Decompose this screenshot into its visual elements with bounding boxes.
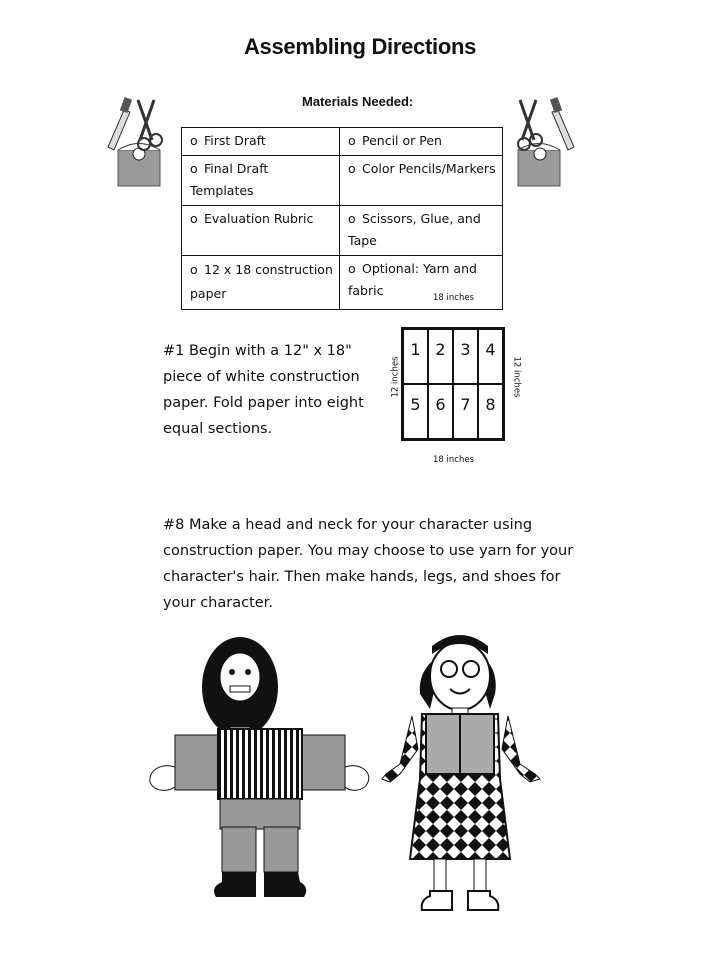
material-item: First Draft [204,133,266,148]
bullet: o [348,133,356,148]
fold-section: 7 [453,384,478,439]
material-item: Scissors, Glue, and Tape [348,211,481,248]
fold-section: 5 [403,384,428,439]
material-item: Color Pencils/Markers [362,161,496,176]
table-row [182,206,503,256]
material-item: Optional: Yarn and fabric [348,261,477,298]
bullet: o [190,161,198,176]
fold-section: 2 [428,329,453,384]
fold-section: 1 [403,329,428,384]
step-8-text: #8 Make a head and neck for your character using construction paper. You may choose to use yarn for your character's hair. Then make hands, legs, and shoes for your character. [163,517,574,611]
bullet: o [190,262,198,277]
fold-section: 3 [453,329,478,384]
scissors-glue-left-icon [104,92,172,190]
material-item: Final Draft Templates [190,161,269,198]
table-row [182,156,503,206]
material-item: Pencil or Pen [362,133,442,148]
page-title: Assembling Directions [243,34,477,59]
bullet: o [190,211,198,226]
material-item: Evaluation Rubric [204,211,314,226]
table-row [182,128,503,156]
bullet: o [190,133,198,148]
width-label: 18 inches [433,293,474,303]
bullet: o [348,161,356,176]
fold-section: 6 [428,384,453,439]
fold-diagram [401,327,505,441]
fold-section: 4 [478,329,503,384]
material-item: 12 x 18 construction paper [190,262,333,301]
fold-section: 8 [478,384,503,439]
scissors-glue-right-icon [510,92,578,190]
width-label-bottom: 18 inches [433,455,474,465]
height-label: 12 inches [390,356,401,398]
height-label-right: 12 inches [511,356,522,398]
materials-table [181,127,503,310]
bearded-man-figure [140,632,370,922]
step-1-text: #1 Begin with a 12" x 18" piece of white construction paper. Fold paper into eight equal sections. [163,343,364,437]
girl-with-glasses-figure [370,614,560,924]
bullet: o [348,211,356,226]
bullet: o [348,261,356,276]
materials-heading: Materials Needed: [302,94,414,109]
